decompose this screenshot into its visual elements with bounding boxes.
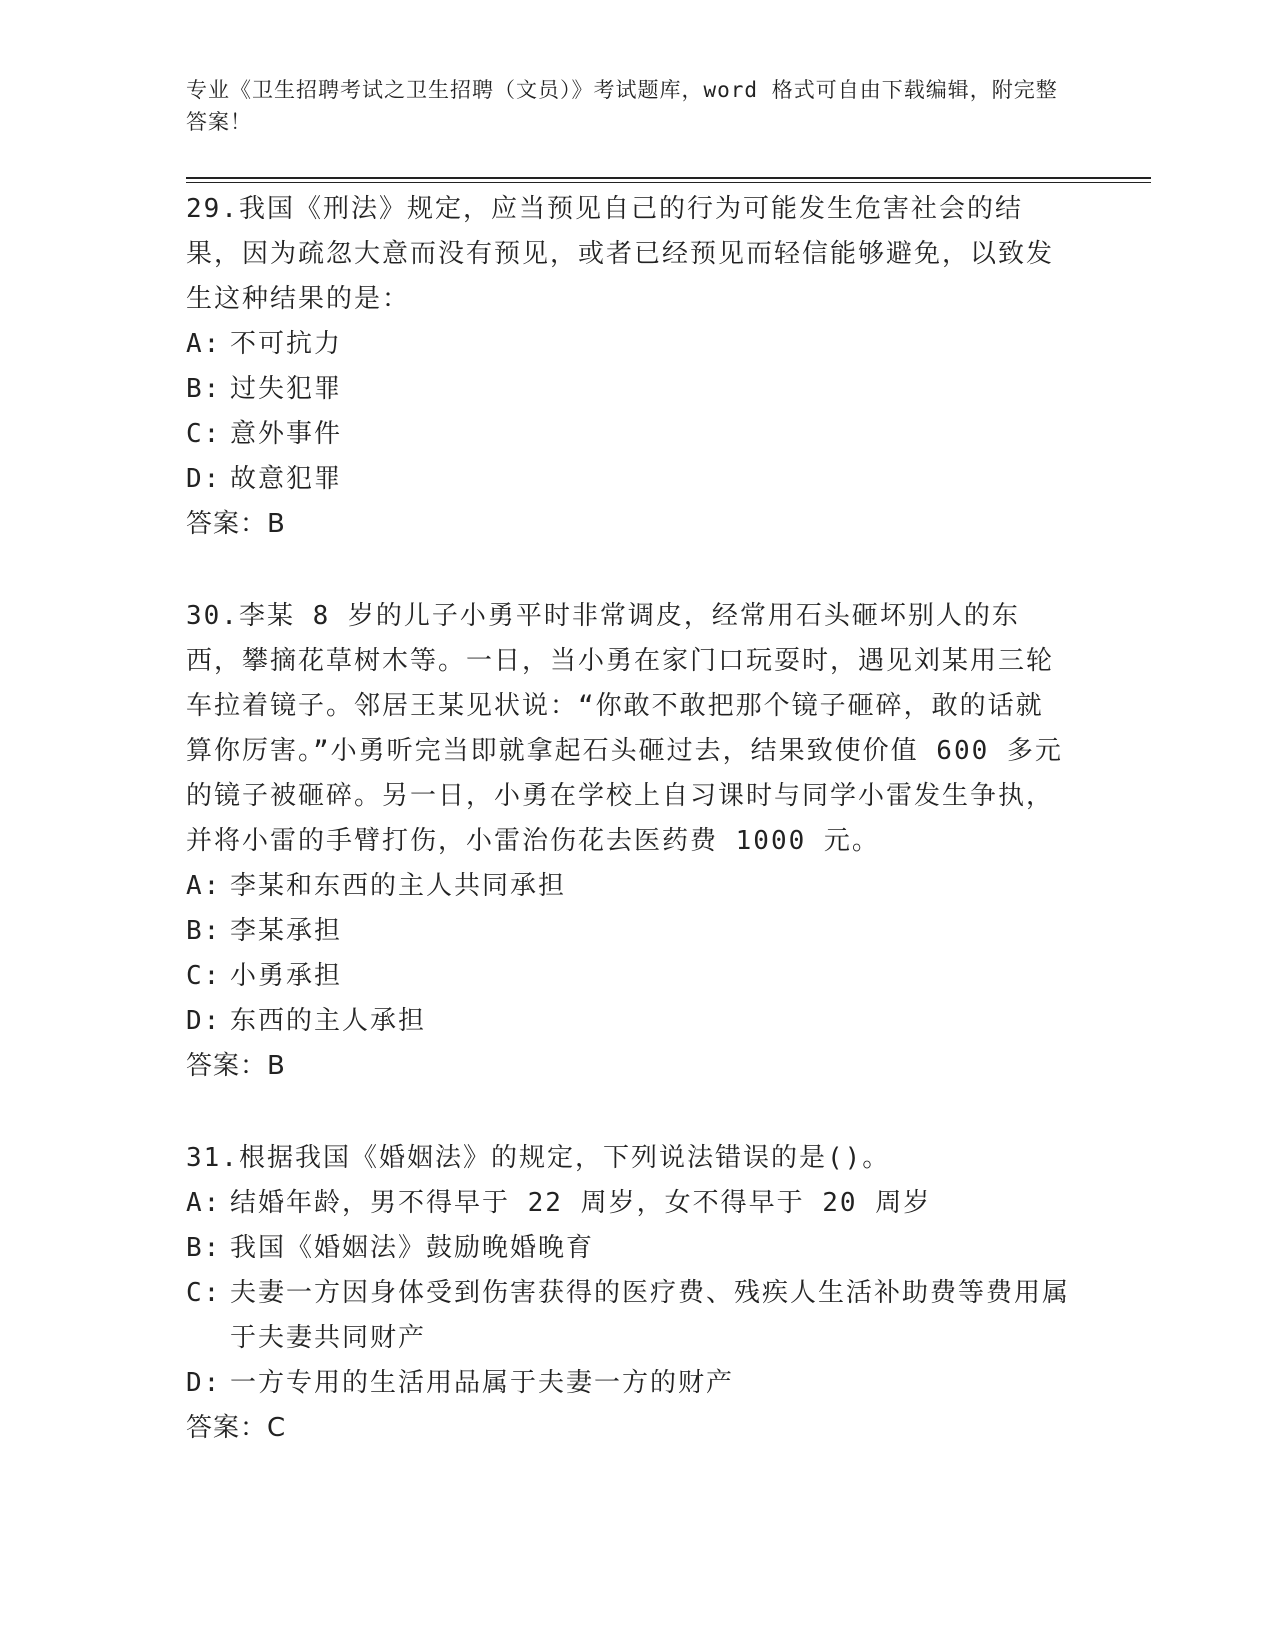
option-text: 一方专用的生活用品属于夫妻一方的财产 [230,1368,735,1398]
option-letter: D: [186,1368,222,1398]
answer-label: 答案：B [186,509,286,539]
option-c [186,954,1071,999]
option-letter: D: [186,1006,222,1036]
option-letter: C: [186,961,222,991]
option-b [186,909,1071,954]
option-letter: C: [186,419,222,449]
option-letter: A: [186,329,222,359]
question-29 [186,187,1071,547]
option-d [186,1361,1071,1406]
option-a [186,1181,1071,1226]
option-letter: C: [186,1278,222,1308]
option-letter: B: [186,1233,222,1263]
option-b [186,1226,1071,1271]
question-30 [186,594,1071,1089]
option-text: 结婚年龄，男不得早于 22 周岁，女不得早于 20 周岁 [230,1188,932,1218]
option-text: 意外事件 [230,419,343,449]
option-letter: A: [186,1188,222,1218]
option-d [186,999,1071,1044]
header-divider-thin [186,182,1151,183]
option-text: 过失犯罪 [230,374,343,404]
option-text: 夫妻一方因身体受到伤害获得的医疗费、残疾人生活补助费等费用属于夫妻共同财产 [230,1278,1071,1353]
question-stem: 31.根据我国《婚姻法》的规定，下列说法错误的是()。 [186,1143,891,1173]
option-b [186,367,1071,412]
option-text: 东西的主人承担 [230,1006,427,1036]
option-a [186,864,1071,909]
option-a [186,322,1071,367]
option-letter: D: [186,464,222,494]
question-stem: 29.我国《刑法》规定，应当预见自己的行为可能发生危害社会的结果，因为疏忽大意而没有预见，或者已经预见而轻信能够避免，以致发生这种结果的是： [186,194,1055,314]
option-text: 不可抗力 [230,329,343,359]
option-text: 我国《婚姻法》鼓励晚婚晚育 [230,1233,595,1263]
option-text: 小勇承担 [230,961,343,991]
option-letter: B: [186,374,222,404]
option-text: 故意犯罪 [230,464,343,494]
answer-label: 答案：B [186,1051,286,1081]
option-c [186,412,1071,457]
option-d [186,457,1071,502]
question-list [186,187,1071,1451]
question-31 [186,1136,1071,1451]
answer-label: 答案：C [186,1413,287,1443]
option-letter: B: [186,916,222,946]
question-stem: 30.李某 8 岁的儿子小勇平时非常调皮，经常用石头砸坏别人的东西，攀摘花草树木等。一日，当小勇在家门口玩耍时，遇见刘某用三轮车拉着镜子。邻居王某见状说：“你敢不敢把那个镜子砸碎，敢的话就算你厉害。”小勇听完当即就拿起石头砸过去，结果致使价值 600 多元的镜子被砸碎。另一日，小勇在学校上自习课时与同学小雷发生争执，并将小雷的手臂打伤，小雷治伤花去医药费 1000 元。 [186,601,1063,856]
option-text: 李某和东西的主人共同承担 [230,871,567,901]
header-divider-thick [186,177,1151,179]
document-header: 专业《卫生招聘考试之卫生招聘（文员）》考试题库，word 格式可自由下载编辑，附完整答案！ [186,78,1058,134]
option-text: 李某承担 [230,916,343,946]
option-c [186,1271,1071,1361]
option-letter: A: [186,871,222,901]
